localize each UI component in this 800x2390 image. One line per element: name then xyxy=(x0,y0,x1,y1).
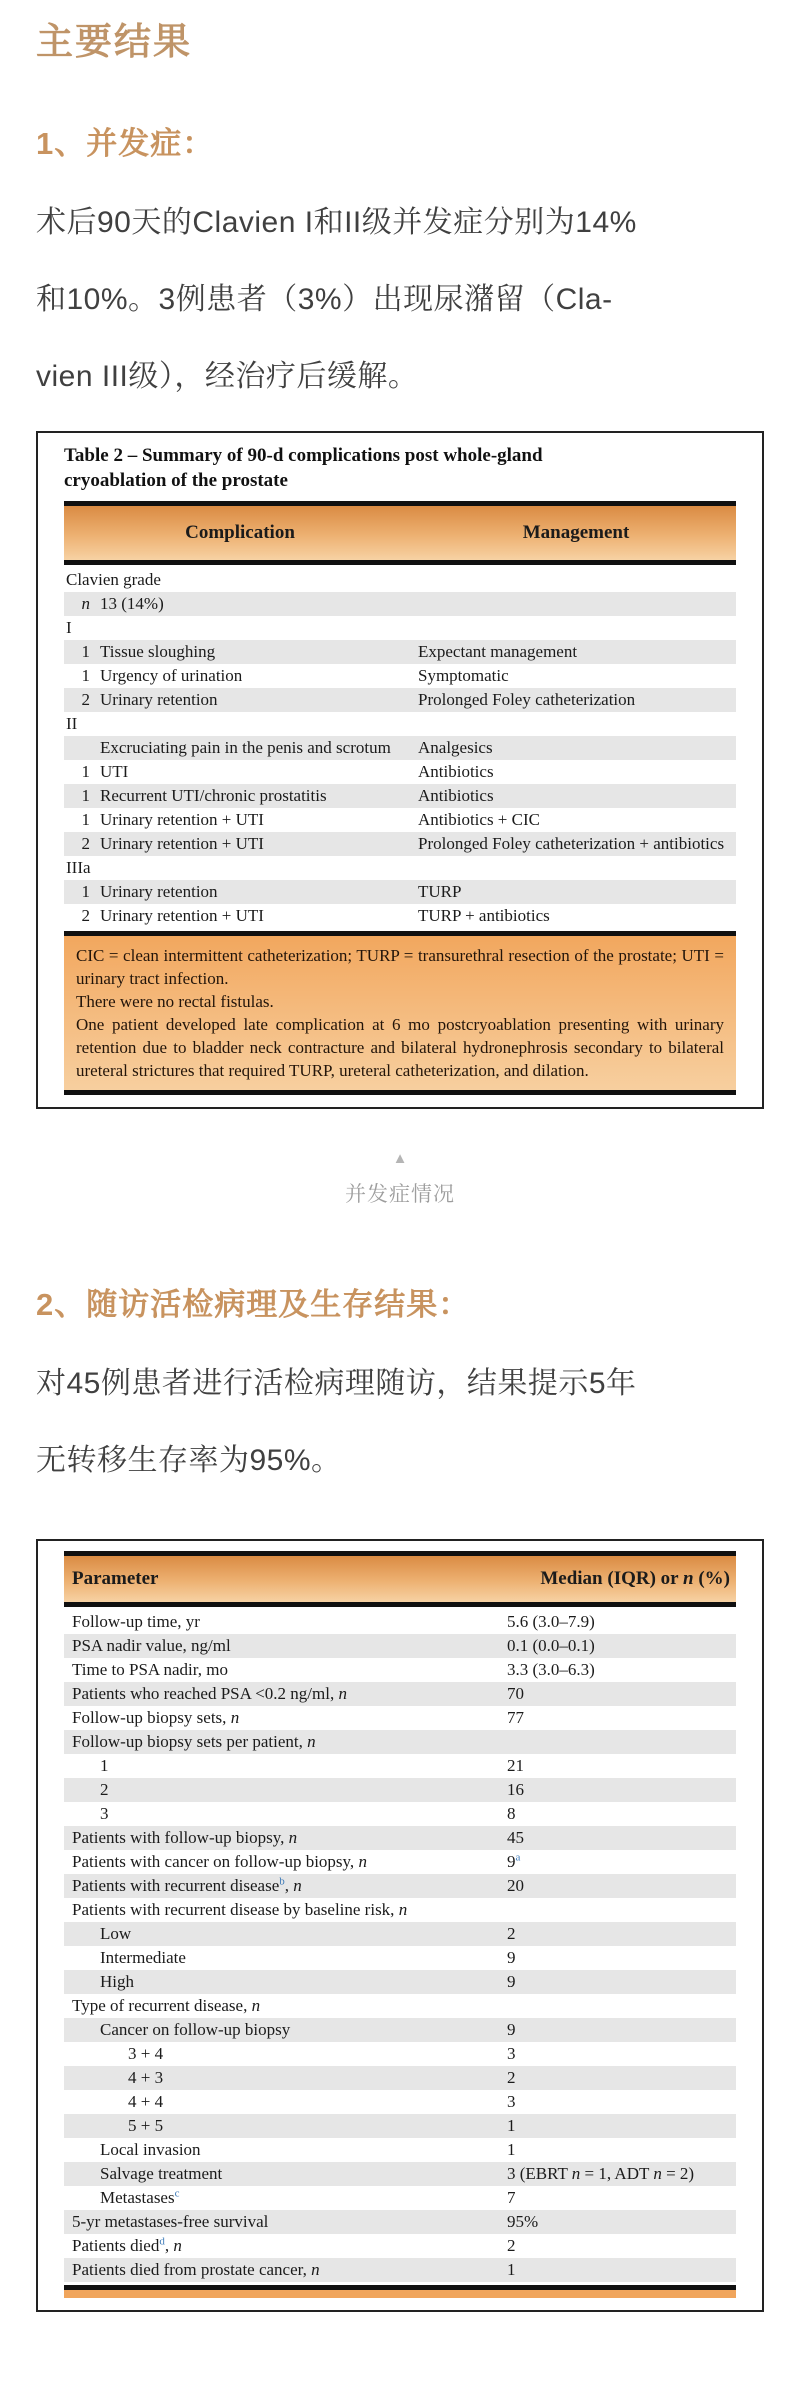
management-cell: Antibiotics xyxy=(418,762,494,781)
followup-table-figure[interactable] xyxy=(36,1539,764,2312)
value-cell: 0.1 (0.0–0.1) xyxy=(507,1636,595,1655)
parameter-cell: Patients with recurrent disease by baseline risk, n xyxy=(72,1900,408,1919)
table-row xyxy=(64,1898,736,1922)
table-row xyxy=(64,1778,736,1802)
table-title xyxy=(64,443,736,493)
count-cell: n xyxy=(81,594,90,613)
table-row xyxy=(64,1610,736,1634)
value-cell: 2 xyxy=(507,1924,516,1943)
table-row xyxy=(64,664,736,688)
table-row xyxy=(64,1850,736,1874)
parameter-cell: Low xyxy=(100,1924,132,1943)
table-row xyxy=(64,1706,736,1730)
count-cell: 1 xyxy=(81,882,90,901)
management-cell: Expectant management xyxy=(418,642,578,661)
parameter-cell: Patients died from prostate cancer, n xyxy=(72,2260,320,2279)
table-row xyxy=(64,832,736,856)
value-cell: 70 xyxy=(507,1684,524,1703)
divider xyxy=(64,560,736,565)
management-cell: Symptomatic xyxy=(418,666,509,685)
value-cell: 2 xyxy=(507,2236,516,2255)
value-cell: 9 xyxy=(507,2020,516,2039)
table-row xyxy=(64,904,736,928)
management-cell xyxy=(416,592,736,616)
text-line: vien III级），经治疗后缓解。 xyxy=(36,360,419,393)
value-cell xyxy=(501,1994,736,2018)
value-cell: 21 xyxy=(507,1756,524,1775)
parameter-cell: 5-yr metastases-free survival xyxy=(72,2212,269,2231)
figure-caption xyxy=(36,1151,764,1209)
column-header-median: Median (IQR) or n (%) xyxy=(540,1568,730,1589)
count-cell: 2 xyxy=(81,906,90,925)
section-1-heading: 1、并发症： xyxy=(36,126,215,161)
value-cell: 9 xyxy=(507,1972,516,1991)
complication-cell: Urinary retention + UTI xyxy=(100,834,264,853)
table-row xyxy=(64,2090,736,2114)
table-row xyxy=(64,1802,736,1826)
group-label: I xyxy=(66,618,72,637)
parameter-cell: 2 xyxy=(100,1780,109,1799)
value-cell: 1 xyxy=(507,2260,516,2279)
table-row xyxy=(64,2162,736,2186)
parameter-cell: PSA nadir value, ng/ml xyxy=(72,1636,231,1655)
table-row xyxy=(64,568,736,592)
footnote-line: There were no rectal fistulas. xyxy=(76,992,274,1011)
table-row xyxy=(64,2234,736,2258)
table-row xyxy=(64,1970,736,1994)
parameter-cell: High xyxy=(100,1972,134,1991)
text-line: cryoablation of the prostate xyxy=(64,470,288,491)
count-cell: 1 xyxy=(81,666,90,685)
table-footnote xyxy=(64,936,736,1090)
parameter-cell: Follow-up biopsy sets, n xyxy=(72,1708,240,1727)
value-cell: 7 xyxy=(507,2188,516,2207)
parameter-cell: Patients with recurrent disease$^b$, n xyxy=(72,1875,302,1895)
table-row xyxy=(64,2114,736,2138)
complication-cell: UTI xyxy=(100,762,129,781)
parameter-cell: Intermediate xyxy=(100,1948,186,1967)
value-cell: 16 xyxy=(507,1780,524,1799)
value-cell xyxy=(501,1898,736,1922)
table-row xyxy=(64,616,736,640)
complication-cell: Urinary retention + UTI xyxy=(100,906,264,925)
value-cell: 45 xyxy=(507,1828,524,1847)
figure-caption-text: 并发症情况 xyxy=(345,1183,455,1206)
parameter-cell: Patients with follow-up biopsy, n xyxy=(72,1828,298,1847)
text-line: 和10%。3例患者（3%）出现尿潴留（Cla- xyxy=(36,283,613,316)
value-cell: 95% xyxy=(507,2212,539,2231)
group-label: II xyxy=(66,714,78,733)
count-cell: 2 xyxy=(81,834,90,853)
parameter-cell: Local invasion xyxy=(100,2140,201,2159)
table-row xyxy=(64,2138,736,2162)
management-cell: TURP xyxy=(418,882,462,901)
table-row xyxy=(64,1682,736,1706)
table-row xyxy=(64,1634,736,1658)
footnote-marker: c xyxy=(174,2187,180,2200)
complications-table-figure[interactable] xyxy=(36,431,764,1109)
table-row xyxy=(64,2210,736,2234)
value-cell: 8 xyxy=(507,1804,516,1823)
count-cell: 1 xyxy=(81,786,90,805)
complication-cell: 13 (14%) xyxy=(100,594,164,613)
parameter-cell: 4 + 4 xyxy=(128,2092,164,2111)
footnote-line: CIC = clean intermittent catheterization; TURP = transurethral resection of the prostate; UTI = urinary tract infection. xyxy=(76,946,724,988)
complication-cell: Urinary retention xyxy=(100,882,218,901)
management-cell: Prolonged Foley catheterization xyxy=(418,690,636,709)
text-line: 术后90天的Clavien I和II级并发症分别为14% xyxy=(36,206,637,239)
table-row xyxy=(64,640,736,664)
count-cell: 1 xyxy=(81,810,90,829)
table-row xyxy=(64,1730,736,1754)
management-cell: TURP + antibiotics xyxy=(418,906,550,925)
table-row xyxy=(64,2066,736,2090)
complication-cell: Tissue sloughing xyxy=(100,642,216,661)
parameter-cell: 4 + 3 xyxy=(128,2068,164,2087)
table-row xyxy=(64,2186,736,2210)
value-cell: 9$^a$ xyxy=(507,1851,521,1871)
column-header-parameter: Parameter xyxy=(72,1568,159,1589)
table-row xyxy=(64,856,736,880)
table-row xyxy=(64,1874,736,1898)
column-header-complication: Complication xyxy=(185,522,295,543)
table-row xyxy=(64,688,736,712)
value-cell: 1 xyxy=(507,2116,516,2135)
management-cell: Analgesics xyxy=(418,738,493,757)
parameter-cell: Follow-up biopsy sets per patient, n xyxy=(72,1732,316,1751)
management-cell: Antibiotics + CIC xyxy=(418,810,540,829)
table-row xyxy=(64,1994,736,2018)
parameter-cell: Metastases$^c$ xyxy=(100,2187,180,2207)
table-row xyxy=(64,712,736,736)
parameter-cell: Cancer on follow-up biopsy xyxy=(100,2020,291,2039)
parameter-cell: 3 xyxy=(100,1804,109,1823)
value-cell: 3 (EBRT n = 1, ADT n = 2) xyxy=(507,2164,695,2183)
footnote-marker: a xyxy=(515,1851,521,1864)
table-row xyxy=(64,592,736,616)
complication-cell: Urinary retention xyxy=(100,690,218,709)
section-2-paragraph xyxy=(36,1345,764,1499)
value-cell: 5.6 (3.0–7.9) xyxy=(507,1612,595,1631)
table-footer-strip xyxy=(64,2290,736,2298)
complication-cell: Urinary retention + UTI xyxy=(100,810,264,829)
value-cell xyxy=(501,1730,736,1754)
value-cell: 77 xyxy=(507,1708,524,1727)
complication-cell: Recurrent UTI/chronic prostatitis xyxy=(100,786,327,805)
table-row xyxy=(64,760,736,784)
divider xyxy=(64,1602,736,1607)
table-body xyxy=(64,1610,736,2282)
parameter-cell: 5 + 5 xyxy=(128,2116,164,2135)
parameter-cell: Type of recurrent disease, n xyxy=(72,1996,261,2015)
section-1-paragraph xyxy=(36,184,764,415)
text-line: 对45例患者进行活检病理随访，结果提示5年 xyxy=(36,1367,637,1400)
text-line: 无转移生存率为95%。 xyxy=(36,1444,342,1477)
table-row xyxy=(64,1658,736,1682)
count-cell: 2 xyxy=(81,690,90,709)
parameter-cell: 1 xyxy=(100,1756,109,1775)
text-line: Table 2 – Summary of 90-d complications post whole-gland xyxy=(64,445,543,466)
parameter-cell: 3 + 4 xyxy=(128,2044,164,2063)
parameter-cell: Follow-up time, yr xyxy=(72,1612,200,1631)
value-cell: 3 xyxy=(507,2092,516,2111)
management-cell: Antibiotics xyxy=(418,786,494,805)
table-body xyxy=(64,568,736,928)
table-row xyxy=(64,808,736,832)
collapse-arrow-icon: ▲ xyxy=(392,1150,408,1167)
page-title: 主要结果 xyxy=(36,22,192,63)
management-cell: Prolonged Foley catheterization + antibiotics xyxy=(418,834,725,853)
section-2-heading: 2、随访活检病理及生存结果： xyxy=(36,1287,471,1322)
parameter-cell: Salvage treatment xyxy=(100,2164,223,2183)
table-header-row xyxy=(64,1556,736,1602)
value-cell: 1 xyxy=(507,2140,516,2159)
table-row xyxy=(64,2042,736,2066)
group-label: Clavien grade xyxy=(66,570,161,589)
parameter-cell: Patients who reached PSA <0.2 ng/ml, n xyxy=(72,1684,347,1703)
column-header-management: Management xyxy=(522,522,630,543)
table-row xyxy=(64,2018,736,2042)
table-row xyxy=(64,1946,736,1970)
parameter-cell: Patients with cancer on follow-up biopsy, n xyxy=(72,1852,367,1871)
footnote-line: One patient developed late complication at 6 mo postcryoablation presenting with urinary retention due to bladder neck contracture and bilateral hydronephrosis secondary to bilateral ureteral strictures that required TURP, ureteral catheterization, and dilation. xyxy=(76,1015,724,1080)
parameter-cell: Time to PSA nadir, mo xyxy=(72,1660,228,1679)
complication-cell: Urgency of urination xyxy=(100,666,243,685)
footnote-marker: d xyxy=(159,2235,165,2248)
value-cell: 20 xyxy=(507,1876,524,1895)
table-row xyxy=(64,784,736,808)
table-row xyxy=(64,880,736,904)
value-cell: 2 xyxy=(507,2068,516,2087)
table-row xyxy=(64,736,736,760)
divider xyxy=(64,1090,736,1095)
value-cell: 9 xyxy=(507,1948,516,1967)
complication-cell: Excruciating pain in the penis and scrotum xyxy=(100,738,391,757)
parameter-cell: Patients died$^d$, n xyxy=(72,2235,182,2255)
count-cell xyxy=(64,736,100,760)
table-row xyxy=(64,1754,736,1778)
group-label: IIIa xyxy=(66,858,91,877)
table-header-row xyxy=(64,506,736,560)
table-row xyxy=(64,1826,736,1850)
count-cell: 1 xyxy=(81,642,90,661)
table-row xyxy=(64,1922,736,1946)
value-cell: 3.3 (3.0–6.3) xyxy=(507,1660,595,1679)
count-cell: 1 xyxy=(81,762,90,781)
footnote-marker: b xyxy=(279,1875,285,1888)
value-cell: 3 xyxy=(507,2044,516,2063)
table-row xyxy=(64,2258,736,2282)
